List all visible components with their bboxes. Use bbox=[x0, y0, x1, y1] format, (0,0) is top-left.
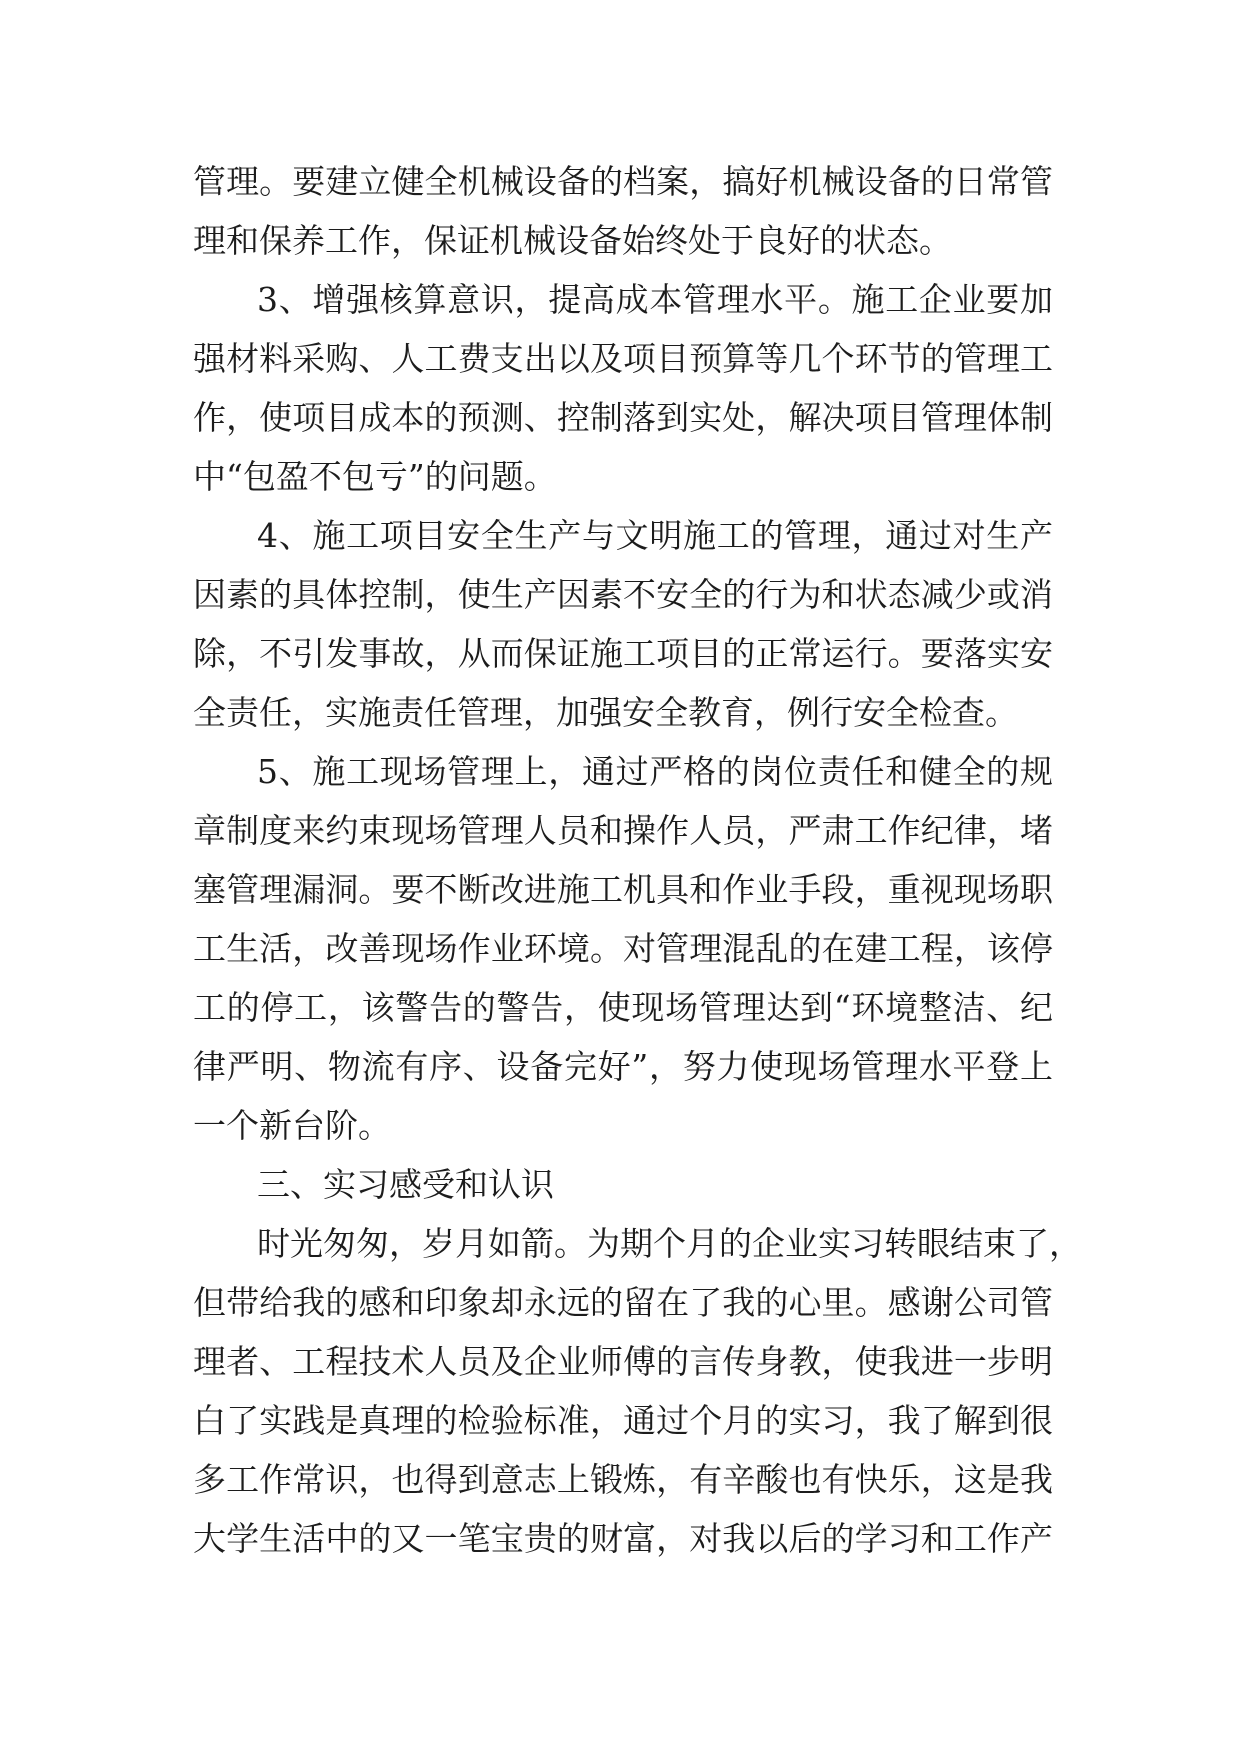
text-line: 工生活，改善现场作业环境。对管理混乱的在建工程，该停 bbox=[193, 929, 1053, 968]
text-line: 章制度来约束现场管理人员和操作人员，严肃工作纪律，堵 bbox=[193, 811, 1053, 850]
text-line: 塞管理漏洞。要不断改进施工机具和作业手段，重视现场职 bbox=[193, 870, 1053, 909]
text-line: 时光匆匆，岁月如箭。为期个月的企业实习转眼结束了， bbox=[257, 1224, 1082, 1263]
text-line: 三、实习感受和认识 bbox=[257, 1165, 554, 1204]
text-line: 中“包盈不包亏”的问题。 bbox=[193, 457, 557, 496]
text-line: 理和保养工作，保证机械设备始终处于良好的状态。 bbox=[193, 221, 952, 260]
text-line: 律严明、物流有序、设备完好”，努力使现场管理水平登上 bbox=[193, 1047, 1053, 1086]
text-line: 一个新台阶。 bbox=[193, 1106, 391, 1145]
text-line: 大学生活中的又一笔宝贵的财富，对我以后的学习和工作产 bbox=[193, 1519, 1053, 1558]
text-line: 理者、工程技术人员及企业师傅的言传身教，使我进一步明 bbox=[193, 1342, 1053, 1381]
text-line: 工的停工，该警告的警告，使现场管理达到“环境整洁、纪 bbox=[193, 988, 1053, 1027]
text-line: 管理。要建立健全机械设备的档案，搞好机械设备的日常管 bbox=[193, 162, 1053, 201]
text-line: 强材料采购、人工费支出以及项目预算等几个环节的管理工 bbox=[193, 339, 1053, 378]
text-line: 多工作常识，也得到意志上锻炼，有辛酸也有快乐，这是我 bbox=[193, 1460, 1053, 1499]
text-line: 白了实践是真理的检验标准，通过个月的实习，我了解到很 bbox=[193, 1401, 1053, 1440]
text-line: 3、增强核算意识，提高成本管理水平。施工企业要加 bbox=[257, 280, 1053, 319]
text-line: 除，不引发事故，从而保证施工项目的正常运行。要落实安 bbox=[193, 634, 1053, 673]
text-line: 但带给我的感和印象却永远的留在了我的心里。感谢公司管 bbox=[193, 1283, 1053, 1322]
text-line: 因素的具体控制，使生产因素不安全的行为和状态减少或消 bbox=[193, 575, 1053, 614]
text-line: 作，使项目成本的预测、控制落到实处，解决项目管理体制 bbox=[193, 398, 1053, 437]
text-line: 4、施工项目安全生产与文明施工的管理，通过对生产 bbox=[257, 516, 1053, 555]
document-body bbox=[193, 152, 1082, 1568]
text-line: 全责任，实施责任管理，加强安全教育，例行安全检查。 bbox=[193, 693, 1018, 732]
text-line: 5、施工现场管理上，通过严格的岗位责任和健全的规 bbox=[257, 752, 1053, 791]
